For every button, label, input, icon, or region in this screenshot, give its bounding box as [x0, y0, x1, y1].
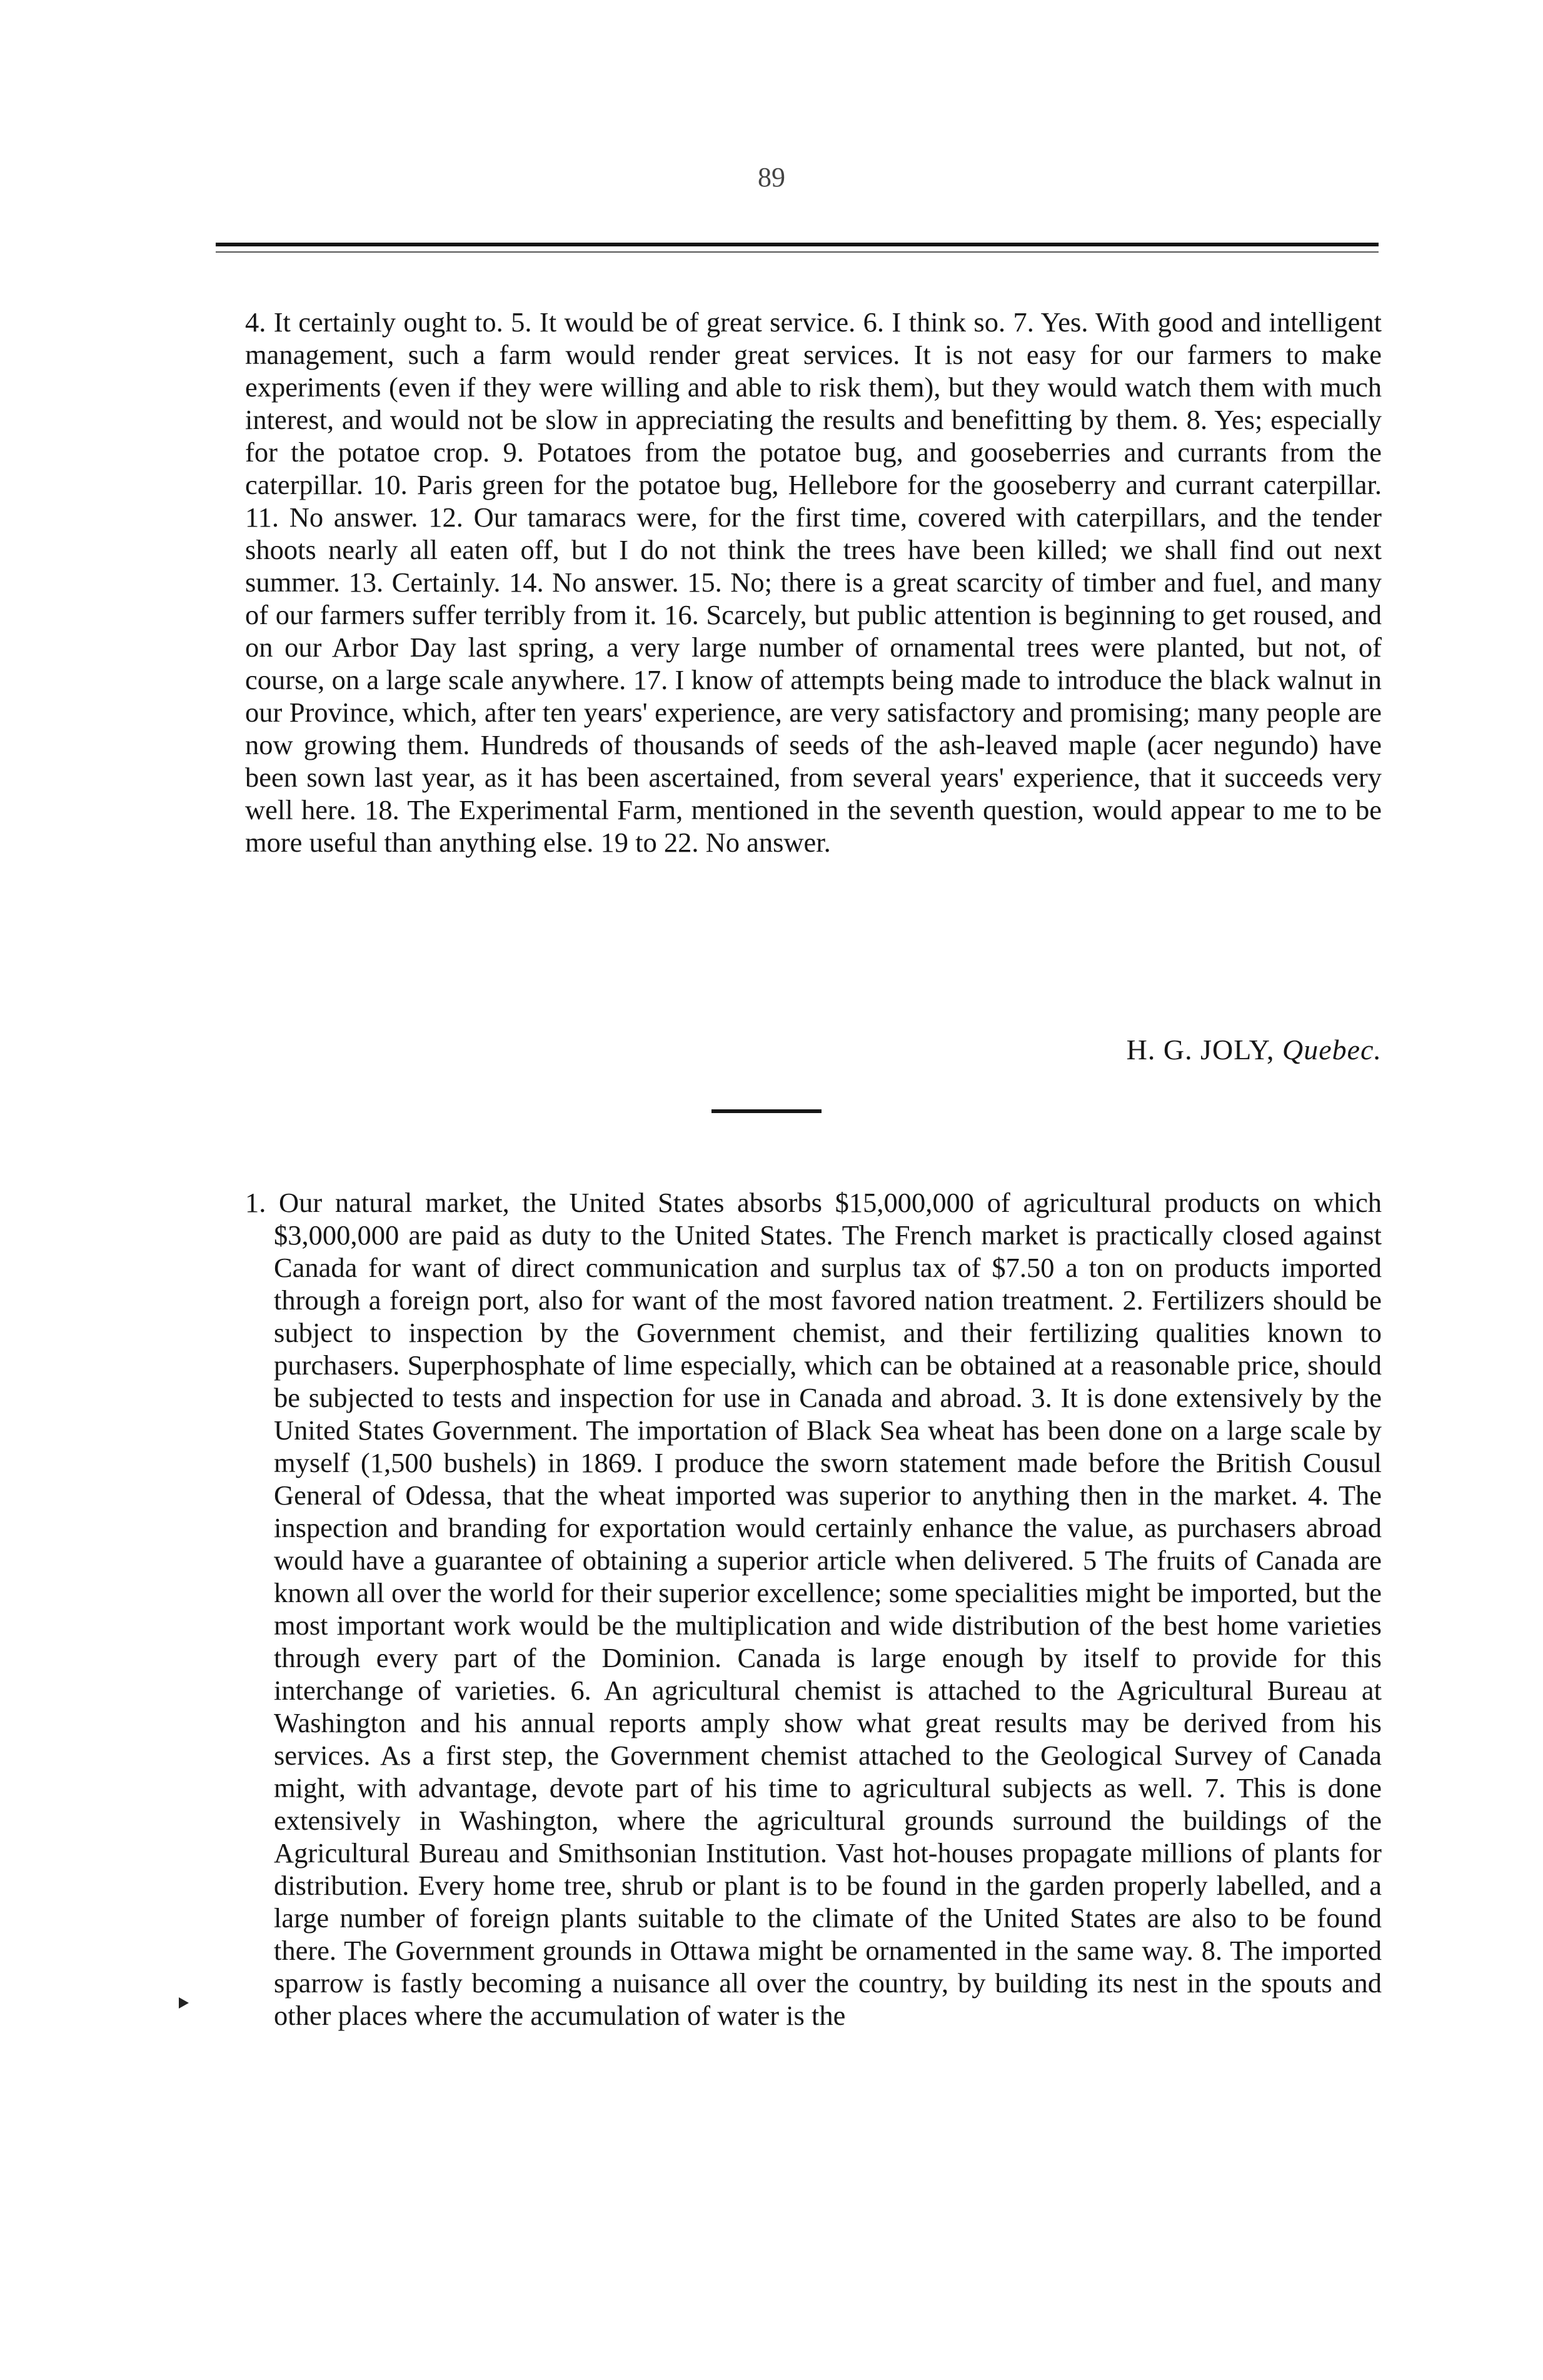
- header-rule-thin: [216, 251, 1379, 253]
- margin-arrow-icon: [179, 1997, 189, 2009]
- signature: [875, 1033, 1382, 1066]
- answers-paragraph-quebec: 4. It certainly ought to. 5. It would be of great service. 6. I think so. 7. Yes. With good and intelligent management, such a farm would render great services. It is not easy for our farmers to make experiments (even if they were willing and able to risk them), but they would watch them with much interest, and would not be slow in appreciating the results and benefitting by them. 8. Yes; especially for the potatoe crop. 9. Potatoes from the potatoe bug, and gooseberries and currants from the caterpillar. 10. Paris green for the potatoe bug, Hellebore for the gooseberry and currant caterpillar. 11. No answer. 12. Our tamaracs were, for the first time, covered with caterpillars, and the tender shoots nearly all eaten off, but I do not think the trees have been killed; we shall find out next summer. 13. Certainly. 14. No answer. 15. No; there is a great scarcity of timber and fuel, and many of our farmers suffer terribly from it. 16. Scarcely, but public attention is beginning to get roused, and on our Arbor Day last spring, a very large number of ornamental trees were planted, but not, of course, on a large scale anywhere. 17. I know of attempts being made to introduce the black walnut in our Province, which, after ten years' experience, are very satisfactory and promising; many people are now growing them. Hundreds of thousands of seeds of the ash-leaved maple (acer negundo) have been sown last year, as it has been ascertained, from several years' experience, that it succeeds very well here. 18. The Experimental Farm, mentioned in the seventh question, would appear to me to be more useful than anything else. 19 to 22. No answer.: [245, 306, 1382, 858]
- page-number: 89: [758, 162, 785, 193]
- signature-name: H. G. JOLY,: [1126, 1034, 1275, 1066]
- section-divider: [711, 1109, 822, 1113]
- signature-place: Quebec.: [1282, 1034, 1382, 1066]
- answers-paragraph-second: 1. Our natural market, the United States absorbs $15,000,000 of agricultural products on which $3,000,000 are paid as duty to the United States. The French market is practically closed against Canada for want of direct communication and surplus tax of $7.50 a ton on products imported through a foreign port, also for want of the most favored nation treatment. 2. Fertilizers should be subject to inspection by the Government chemist, and their fertilizing qualities known to purchasers. Superphosphate of lime especially, which can be obtained at a reasonable price, should be subjected to tests and inspection for use in Canada and abroad. 3. It is done extensively by the United States Government. The importation of Black Sea wheat has been done on a large scale by myself (1,500 bushels) in 1869. I produce the sworn statement made before the British Cousul General of Odessa, that the wheat imported was superior to anything then in the market. 4. The inspection and branding for exportation would certainly enhance the value, as purchasers abroad would have a guarantee of obtaining a superior article when delivered. 5 The fruits of Canada are known all over the world for their superior excellence; some specialities might be imported, but the most important work would be the multiplication and wide distribution of the best home varieties through every part of the Dominion. Canada is large enough by itself to provide for this interchange of varieties. 6. An agricultural chemist is attached to the Agricultural Bureau at Washington and his annual reports amply show what great results may be derived from his services. As a first step, the Government chemist attached to the Geological Survey of Canada might, with advantage, devote part of his time to agricultural subjects as well. 7. This is done extensively in Washington, where the agricultural grounds surround the buildings of the Agricultural Bureau and Smithsonian Institution. Vast hot-houses propagate millions of plants for distribution. Every home tree, shrub or plant is to be found in the garden properly labelled, and a large number of foreign plants suitable to the climate of the United States are also to be found there. The Government grounds in Ottawa might be ornamented in the same way. 8. The imported sparrow is fastly becoming a nuisance all over the country, by building its nest in the spouts and other places where the accumulation of water is the: [245, 1186, 1382, 2031]
- header-rule: [216, 243, 1379, 246]
